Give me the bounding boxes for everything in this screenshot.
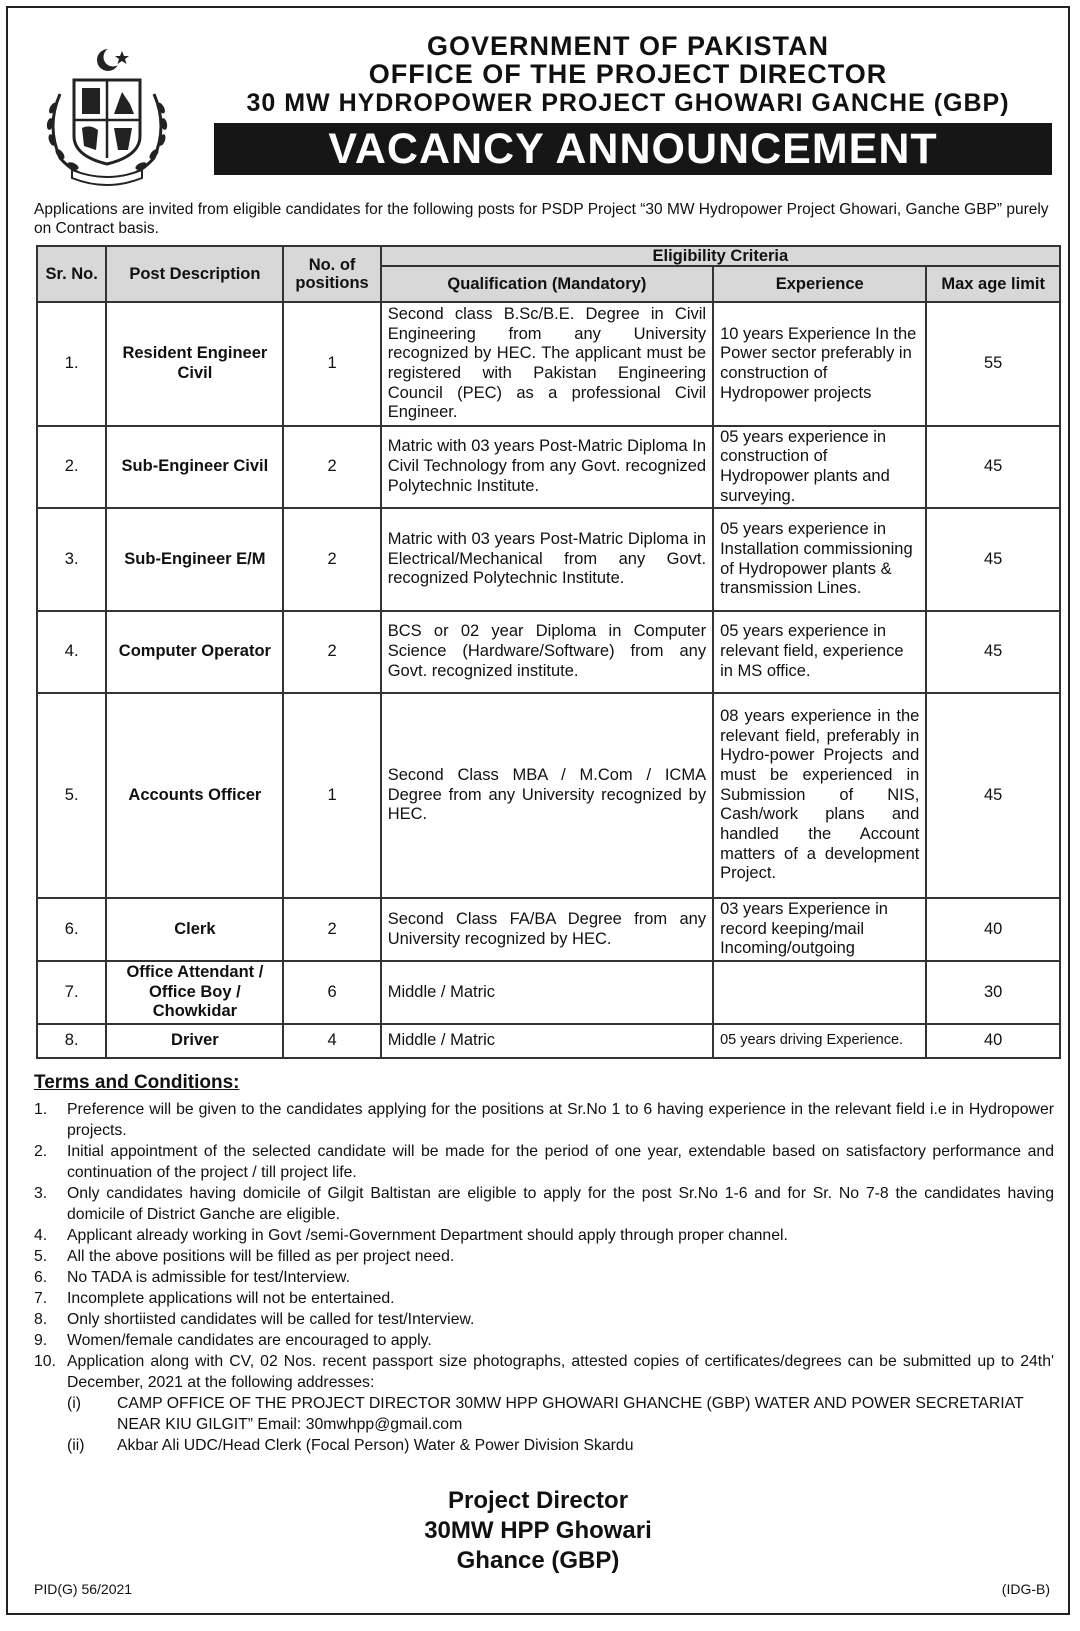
cell-positions: 6	[283, 961, 380, 1024]
cell-post: Sub-Engineer Civil	[106, 426, 283, 508]
term-number: 9.	[34, 1332, 48, 1349]
cell-positions: 4	[283, 1024, 380, 1058]
cell-sr: 2.	[37, 426, 106, 508]
cell-post: Office Attendant / Office Boy / Chowkidar	[106, 961, 283, 1024]
advertisement-page	[6, 6, 1070, 1615]
cell-age: 40	[926, 1024, 1060, 1058]
cell-qualification: Second class B.Sc/B.E. Degree in Civil Engineering from any University recognized by HEC. The applicant must be registered with Pakistan Engineering Council (PEC) as a professional Civil Engineer.	[381, 302, 713, 426]
state-emblem-icon	[38, 46, 176, 186]
cell-experience: 05 years experience in construction of Hydropower plants and surveying.	[713, 426, 926, 508]
cell-sr: 6.	[37, 898, 106, 961]
cell-post: Sub-Engineer E/M	[106, 508, 283, 611]
cell-sr: 3.	[37, 508, 106, 611]
table-row	[37, 693, 1060, 898]
cell-qualification: Matric with 03 years Post-Matric Diploma in Electrical/Mechanical from any Govt. recognized Polytechnic Institute.	[381, 508, 713, 611]
term-number: 2.	[34, 1143, 48, 1160]
term-number: 4.	[34, 1227, 48, 1244]
term-item	[34, 1141, 1054, 1183]
signature-project: 30MW HPP Ghowari	[424, 1517, 652, 1544]
address-item	[67, 1435, 1054, 1456]
cell-age: 55	[926, 302, 1060, 426]
idg-code: (IDG-B)	[1001, 1581, 1050, 1597]
term-number: 7.	[34, 1290, 48, 1307]
cell-sr: 8.	[37, 1024, 106, 1058]
cell-experience: 08 years experience in the relevant field, preferably in Hydro-power Projects and must be experienced in Submission of NIS, Cash/work plans and handled the Account matters of a development Project.	[713, 693, 926, 898]
cell-age: 45	[926, 508, 1060, 611]
term-item	[34, 1288, 1054, 1309]
header	[8, 8, 1068, 188]
project-title: 30 MW HYDROPOWER PROJECT GHOWARI GANCHE (GBP)	[246, 89, 1010, 117]
term-item	[34, 1246, 1054, 1267]
cell-positions: 2	[283, 898, 380, 961]
header-experience: Experience	[713, 266, 926, 302]
cell-sr: 1.	[37, 302, 106, 426]
header-no-of-positions: No. of positions	[283, 246, 380, 302]
term-item	[34, 1099, 1054, 1141]
pid-number: PID(G) 56/2021	[34, 1581, 133, 1597]
term-text: Only shortiisted candidates will be called for test/Interview.	[67, 1311, 475, 1328]
cell-age: 45	[926, 693, 1060, 898]
address-number: (i)	[67, 1395, 82, 1412]
term-number: 5.	[34, 1248, 48, 1265]
address-number: (ii)	[67, 1437, 85, 1454]
cell-sr: 4.	[37, 611, 106, 693]
table-row	[37, 1024, 1060, 1058]
table-row	[37, 898, 1060, 961]
cell-experience: 05 years experience in Installation commissioning of Hydropower plants & transmission Lines.	[713, 508, 926, 611]
term-text: All the above positions will be filled as per project need.	[67, 1248, 455, 1265]
term-number: 6.	[34, 1269, 48, 1286]
header-qualification: Qualification (Mandatory)	[381, 266, 713, 302]
term-text: No TADA is admissible for test/Interview.	[67, 1269, 350, 1286]
cell-qualification: Matric with 03 years Post-Matric Diploma In Civil Technology from any Govt. recognized Polytechnic Institute.	[381, 426, 713, 508]
cell-sr: 7.	[37, 961, 106, 1024]
header-eligibility-criteria: Eligibility Criteria	[381, 246, 1060, 266]
signature-location: Ghance (GBP)	[456, 1547, 620, 1574]
terms-title: Terms and Conditions:	[34, 1072, 240, 1093]
cell-positions: 2	[283, 611, 380, 693]
table-row	[37, 426, 1060, 508]
cell-experience: 10 years Experience In the Power sector preferably in construction of Hydropower projects	[713, 302, 926, 426]
cell-post: Accounts Officer	[106, 693, 283, 898]
intro-text: Applications are invited from eligible candidates for the following posts for PSDP Project “30 MW Hydropower Project Ghowari, Ganche GBP” purely on Contract basis.	[34, 201, 1049, 237]
term-text: Incomplete applications will not be entertained.	[67, 1290, 395, 1307]
cell-qualification: Middle / Matric	[381, 961, 713, 1024]
header-max-age: Max age limit	[926, 266, 1060, 302]
cell-age: 45	[926, 611, 1060, 693]
cell-positions: 2	[283, 426, 380, 508]
cell-experience: 05 years driving Experience.	[713, 1024, 926, 1058]
cell-experience	[713, 961, 926, 1024]
header-titles	[208, 32, 1048, 118]
address-text: CAMP OFFICE OF THE PROJECT DIRECTOR 30MW HPP GHOWARI GHANCHE (GBP) WATER AND POWER SECRETARIAT NEAR KIU GILGIT” Email: 30mwhpp@gmail.com	[117, 1395, 1024, 1433]
cell-age: 45	[926, 426, 1060, 508]
cell-age: 30	[926, 961, 1060, 1024]
cell-experience: 05 years experience in relevant field, experience in MS office.	[713, 611, 926, 693]
term-text: Applicant already working in Govt /semi-Government Department should apply through proper channel.	[67, 1227, 788, 1244]
cell-positions: 1	[283, 302, 380, 426]
signature-title: Project Director	[447, 1487, 629, 1514]
term-number: 3.	[34, 1185, 48, 1202]
header-sr-no: Sr. No.	[37, 246, 106, 302]
term-item	[34, 1330, 1054, 1351]
cell-positions: 2	[283, 508, 380, 611]
address-text: Akbar Ali UDC/Head Clerk (Focal Person) Water & Power Division Skardu	[117, 1437, 634, 1454]
signature-block	[8, 1486, 1068, 1576]
term-text: Only candidates having domicile of Gilgit Baltistan are eligible to apply for the post Sr.No 1-6 and for Sr. No 7-8 the candidates having domicile of District Ganche are eligible.	[67, 1185, 1054, 1223]
vacancy-banner: VACANCY ANNOUNCEMENT	[214, 123, 1052, 175]
cell-qualification: Second Class MBA / M.Com / ICMA Degree from any University recognized by HEC.	[381, 693, 713, 898]
term-number: 1.	[34, 1101, 48, 1118]
cell-qualification: Second Class FA/BA Degree from any University recognized by HEC.	[381, 898, 713, 961]
header-post-description: Post Description	[106, 246, 283, 302]
term-text: Preference will be given to the candidates applying for the positions at Sr.No 1 to 6 having experience in the relevant field i.e in Hydropower projects.	[67, 1101, 1054, 1139]
cell-post: Clerk	[106, 898, 283, 961]
table-row	[37, 508, 1060, 611]
term-number: 10.	[34, 1353, 56, 1370]
address-item	[67, 1393, 1054, 1435]
term-text: Women/female candidates are encouraged to apply.	[67, 1332, 432, 1349]
cell-post: Driver	[106, 1024, 283, 1058]
cell-positions: 1	[283, 693, 380, 898]
term-text: Application along with CV, 02 Nos. recent passport size photographs, attested copies of certificates/degrees can be submitted up to 24th' December, 2021 at the following addresses:	[67, 1353, 1054, 1391]
term-item	[34, 1183, 1054, 1225]
term-number: 8.	[34, 1311, 48, 1328]
cell-experience: 03 years Experience in record keeping/mail Incoming/outgoing	[713, 898, 926, 961]
term-item	[34, 1309, 1054, 1330]
cell-age: 40	[926, 898, 1060, 961]
term-item	[34, 1267, 1054, 1288]
cell-sr: 5.	[37, 693, 106, 898]
term-item	[34, 1351, 1054, 1393]
term-text: Initial appointment of the selected candidate will be made for the period of one year, extendable based on satisfactory performance and continuation of the project / till project life.	[67, 1143, 1054, 1181]
terms-section	[34, 1072, 1054, 1456]
cell-post: Resident Engineer Civil	[106, 302, 283, 426]
government-title: GOVERNMENT OF PAKISTAN	[426, 31, 829, 61]
table-row	[37, 302, 1060, 426]
vacancy-table	[36, 245, 1061, 1059]
office-title: OFFICE OF THE PROJECT DIRECTOR	[368, 59, 888, 89]
table-row	[37, 961, 1060, 1024]
cell-post: Computer Operator	[106, 611, 283, 693]
table-row	[37, 611, 1060, 693]
cell-qualification: Middle / Matric	[381, 1024, 713, 1058]
term-item	[34, 1225, 1054, 1246]
cell-qualification: BCS or 02 year Diploma in Computer Science (Hardware/Software) from any Govt. recognized institute.	[381, 611, 713, 693]
